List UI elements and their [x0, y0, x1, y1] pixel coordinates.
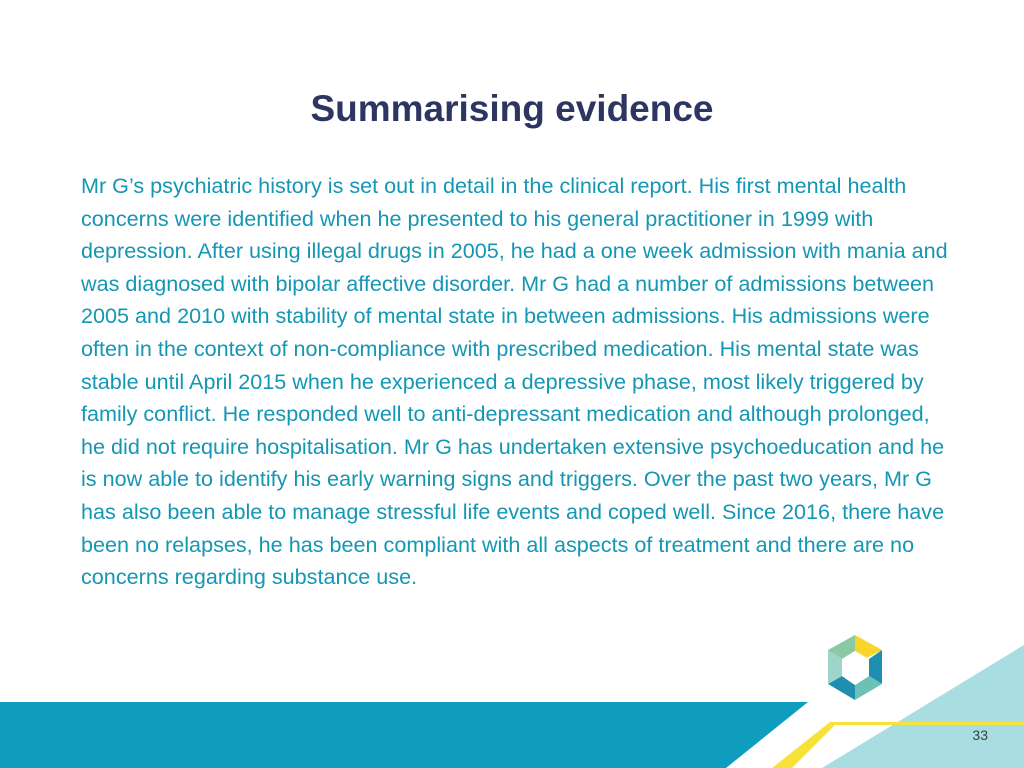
- hexagon-logo-icon: [823, 633, 887, 703]
- slide-title: Summarising evidence: [310, 88, 714, 129]
- footer-blue-band: [0, 702, 808, 768]
- page-number: 33: [972, 727, 988, 743]
- slide-body-text: Mr G’s psychiatric history is set out in detail in the clinical report. His first mental health concerns were identified when he presented to his general practitioner in 1999 with depression. After using illegal drugs in 2005, he had a one week admission with mania and was diagnosed with bipolar affective disorder. Mr G had a number of admissions between 2005 and 2010 with stability of mental state in between admissions. His admissions were often in the context of non-compliance with prescribed medication. His mental state was stable until April 2015 when he experienced a depressive phase, most likely triggered by family conflict. He responded well to anti-depressant medication and although prolonged, he did not require hospitalisation. Mr G has undertaken extensive psychoeducation and he is now able to identify his early warning signs and triggers. Over the past two years, Mr G has also been able to manage stressful life events and coped well. Since 2016, there have been no relapses, he has been compliant with all aspects of treatment and there are no concerns regarding substance use.: [81, 173, 948, 590]
